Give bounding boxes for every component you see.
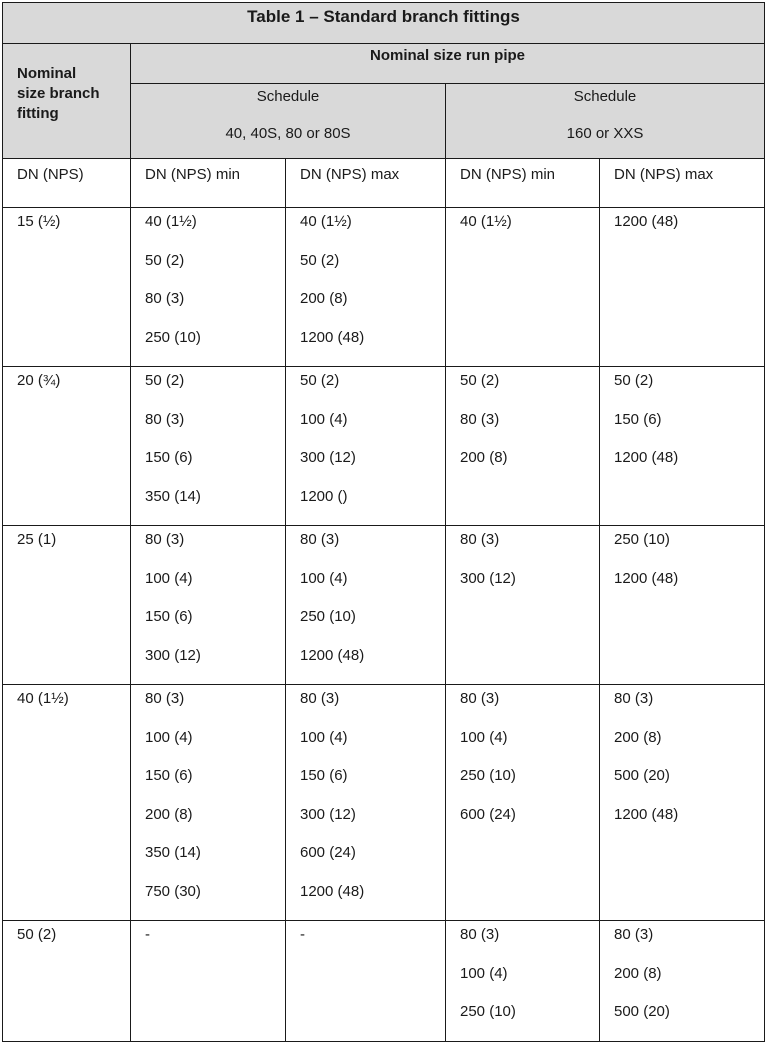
size-value: - [145, 926, 150, 943]
s160-min-cell [446, 208, 600, 367]
size-value: 80 (3) [614, 690, 654, 707]
size-value: 500 (20) [614, 767, 670, 784]
size-value: 100 (4) [145, 569, 193, 587]
branch-size-cell [3, 367, 131, 526]
size-value: 300 (12) [145, 646, 201, 664]
size-value: 150 (6) [145, 449, 193, 466]
schedule-label: Schedule [573, 88, 637, 105]
branch-header-line-3: fitting [17, 105, 59, 122]
size-value: 1200 (48) [614, 569, 679, 587]
branch-size-value: 50 (2) [17, 926, 57, 943]
branch-size-cell [3, 526, 131, 685]
size-value: 350 (14) [145, 487, 201, 505]
size-value: 80 (3) [460, 690, 500, 707]
size-value: 200 (8) [614, 964, 662, 982]
s160-min-cell [446, 685, 600, 921]
size-value: 200 (8) [145, 805, 193, 823]
schedule-label: Schedule [256, 88, 320, 105]
s160-max-cell [600, 921, 765, 1042]
size-value: 250 (10) [460, 1003, 516, 1020]
s160-max-cell [600, 208, 765, 367]
size-value: 600 (24) [460, 805, 516, 823]
size-value: 100 (4) [300, 569, 348, 587]
s160-min-cell [446, 526, 600, 685]
s40-min-cell [131, 921, 286, 1042]
size-value: 50 (2) [145, 372, 185, 389]
size-value: 150 (6) [300, 767, 348, 784]
column-header-s160-max: DN (NPS) max [600, 159, 765, 208]
size-value: 80 (3) [460, 926, 500, 943]
size-value: 300 (12) [300, 805, 356, 823]
branch-size-value: 25 (1) [17, 531, 57, 548]
size-value: 150 (6) [145, 767, 193, 784]
schedule-group-header-1 [131, 84, 446, 159]
table-row [3, 921, 765, 1042]
column-header-s40-max: DN (NPS) max [286, 159, 446, 208]
schedule-group-header-2 [446, 84, 765, 159]
size-value: 1200 (48) [300, 646, 365, 664]
size-value: 40 (1½) [145, 213, 197, 230]
branch-size-cell [3, 921, 131, 1042]
table-row [3, 526, 765, 685]
s40-max-cell [286, 367, 446, 526]
size-value: 1200 (48) [614, 449, 679, 466]
branch-size-value: 40 (1½) [17, 690, 69, 707]
size-value: 200 (8) [460, 449, 508, 466]
size-value: 750 (30) [145, 882, 201, 900]
table-row [3, 208, 765, 367]
size-value: 250 (10) [145, 328, 201, 346]
size-value: 150 (6) [145, 608, 193, 625]
size-value: 300 (12) [300, 449, 356, 466]
s160-max-cell [600, 685, 765, 921]
schedule-values: 160 or XXS [566, 125, 644, 142]
s160-min-cell [446, 921, 600, 1042]
size-value: 50 (2) [614, 372, 654, 389]
branch-fittings-table [2, 2, 765, 1042]
branch-size-cell [3, 208, 131, 367]
s40-max-cell [286, 208, 446, 367]
branch-header-line-2: size branch [17, 85, 100, 102]
size-value: 250 (10) [614, 531, 670, 548]
column-header-s160-min: DN (NPS) min [446, 159, 600, 208]
column-header-s40-min: DN (NPS) min [131, 159, 286, 208]
size-value: 200 (8) [300, 290, 348, 307]
size-value: 80 (3) [145, 690, 185, 707]
size-value: 80 (3) [460, 410, 500, 428]
s160-max-cell [600, 367, 765, 526]
branch-size-value: 20 (¾) [17, 372, 61, 389]
s40-max-cell [286, 685, 446, 921]
size-value: 40 (1½) [460, 213, 512, 230]
size-value: 100 (4) [460, 728, 508, 746]
size-value: 80 (3) [300, 690, 340, 707]
s160-min-cell [446, 367, 600, 526]
branch-fitting-header [3, 44, 131, 159]
size-value: 80 (3) [460, 531, 500, 548]
size-value: 150 (6) [614, 410, 662, 428]
size-value: 100 (4) [145, 728, 193, 746]
s40-min-cell [131, 367, 286, 526]
size-value: 80 (3) [145, 290, 185, 307]
size-value: 1200 (48) [614, 213, 679, 230]
size-value: 100 (4) [300, 410, 348, 428]
size-value: 40 (1½) [300, 213, 352, 230]
s40-max-cell [286, 526, 446, 685]
table-title: Table 1 – Standard branch fittings [3, 3, 765, 44]
table-row [3, 367, 765, 526]
run-pipe-header: Nominal size run pipe [131, 44, 765, 84]
column-header-branch: DN (NPS) [3, 159, 131, 208]
branch-header-line-1: Nominal [17, 65, 77, 82]
size-value: 350 (14) [145, 844, 201, 861]
size-value: 300 (12) [460, 569, 516, 587]
branch-size-cell [3, 685, 131, 921]
schedule-values: 40, 40S, 80 or 80S [225, 125, 351, 142]
size-value: 250 (10) [460, 767, 516, 784]
size-value: 250 (10) [300, 608, 356, 625]
table-row [3, 685, 765, 921]
size-value: 1200 (48) [614, 805, 679, 823]
size-value: 500 (20) [614, 1003, 670, 1020]
size-value: 80 (3) [614, 926, 654, 943]
size-value: 1200 (48) [300, 328, 365, 346]
s40-min-cell [131, 685, 286, 921]
size-value: 80 (3) [300, 531, 340, 548]
size-value: 100 (4) [300, 728, 348, 746]
size-value: 100 (4) [460, 964, 508, 982]
size-value: 80 (3) [145, 531, 185, 548]
s40-min-cell [131, 208, 286, 367]
size-value: 80 (3) [145, 410, 185, 428]
size-value: 600 (24) [300, 844, 356, 861]
s40-max-cell [286, 921, 446, 1042]
size-value: 200 (8) [614, 728, 662, 746]
size-value: - [300, 926, 305, 943]
size-value: 1200 () [300, 487, 348, 505]
size-value: 50 (2) [300, 251, 340, 269]
size-value: 50 (2) [145, 251, 185, 269]
size-value: 1200 (48) [300, 882, 365, 900]
s160-max-cell [600, 526, 765, 685]
size-value: 50 (2) [300, 372, 340, 389]
size-value: 50 (2) [460, 372, 500, 389]
branch-size-value: 15 (½) [17, 213, 61, 230]
s40-min-cell [131, 526, 286, 685]
